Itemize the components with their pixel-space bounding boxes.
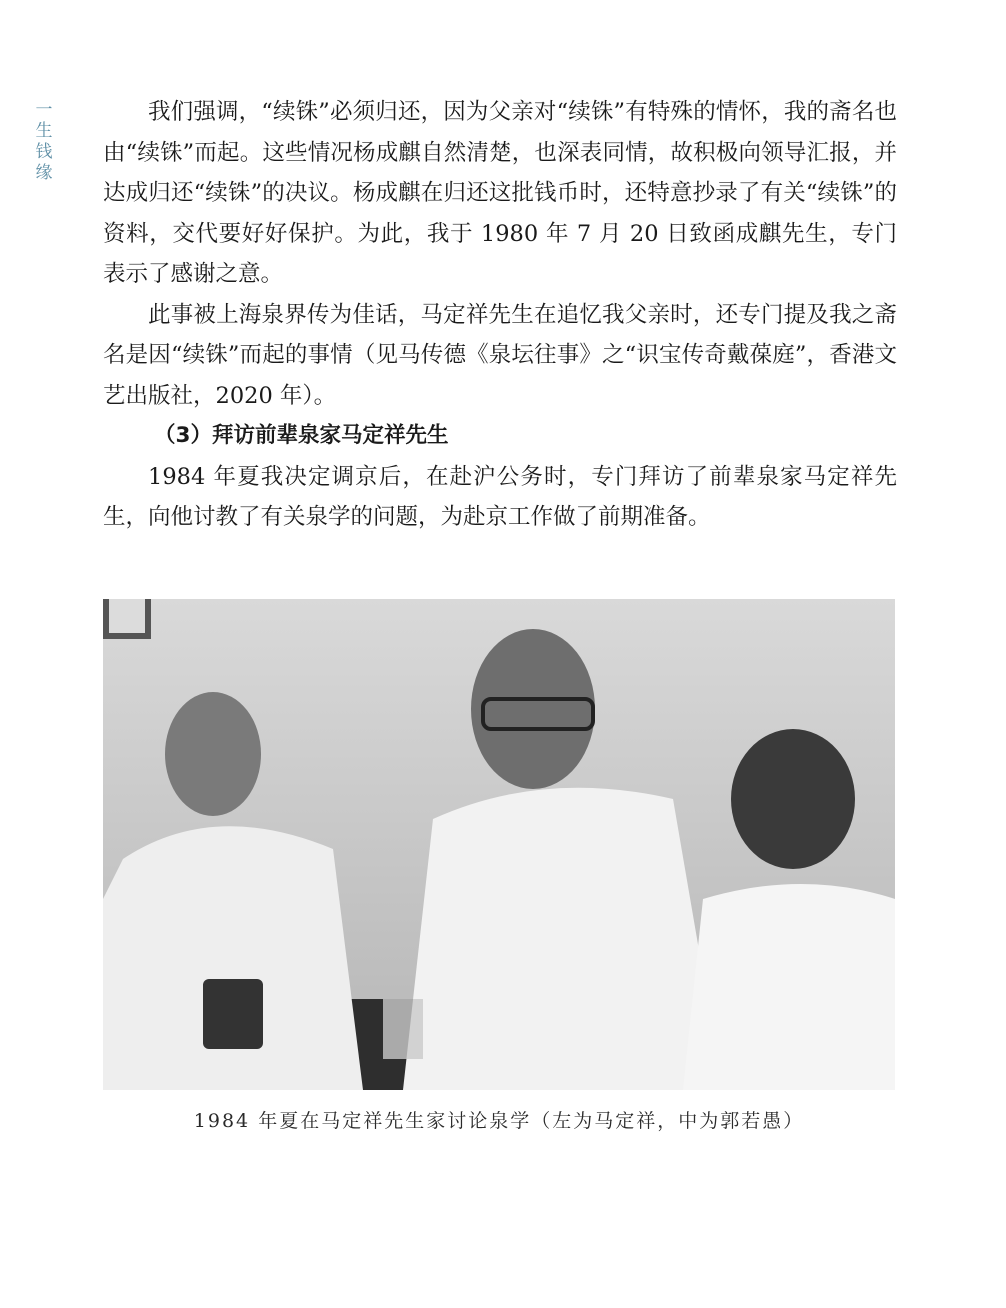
running-header	[34, 100, 54, 184]
running-header-char: 生	[35, 121, 53, 141]
running-header-char: 一	[35, 100, 53, 120]
running-header-char: 缘	[35, 163, 53, 183]
paragraph: 此事被上海泉界传为佳话，马定祥先生在追忆我父亲时，还专门提及我之斋名是因“续铢”而起的事情（见马传德《泉坛往事》之“识宝传奇戴葆庭”，香港文艺出版社，2020 年）。	[103, 301, 897, 409]
paragraph: 1984 年夏我决定调京后，在赴沪公务时，专门拜访了前辈泉家马定祥先生，向他讨教了有关泉学的问题，为赴京工作做了前期准备。	[103, 463, 897, 530]
photo-caption: 1984 年夏在马定祥先生家讨论泉学（左为马定祥，中为郭若愚）	[193, 1110, 805, 1132]
photo-illustration	[103, 599, 895, 1090]
running-header-char: 钱	[35, 142, 53, 162]
paragraph: 我们强调，“续铢”必须归还，因为父亲对“续铢”有特殊的情怀，我的斋名也由“续铢”而起。这些情况杨成麒自然清楚，也深表同情，故积极向领导汇报，并达成归还“续铢”的决议。杨成麒在归还这批钱币时，还特意抄录了有关“续铢”的资料，交代要好好保护。为此，我于 1980 年 7 月 20 日致函成麒先生，专门表示了感谢之意。	[103, 99, 897, 287]
body-text	[103, 92, 897, 538]
photo	[103, 599, 895, 1090]
section-heading: （3）拜访前辈泉家马定祥先生	[154, 423, 449, 448]
